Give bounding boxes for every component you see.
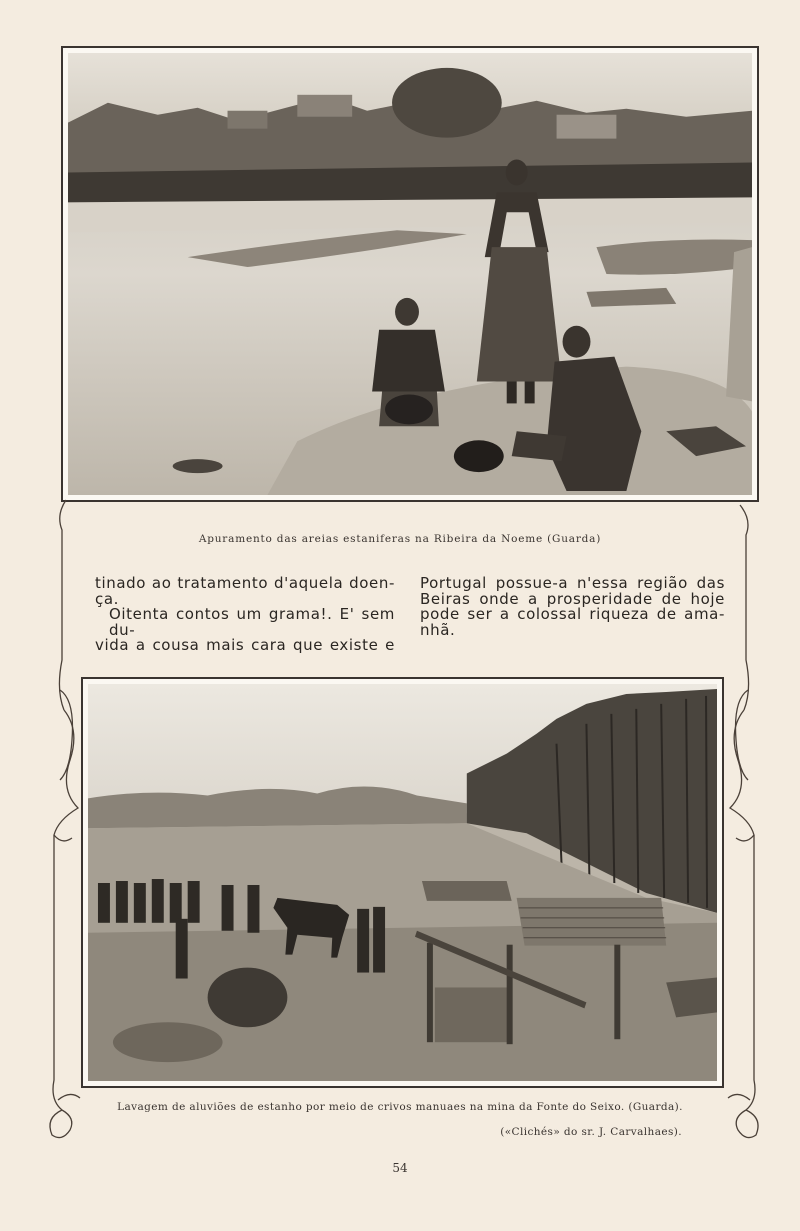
article-column-right (420, 576, 725, 638)
photo-caption-bottom: Lavagem de aluviões de estanho por meio de crivos manuaes na mina da Fonte do Seixo. (Guarda). (117, 1101, 683, 1113)
article-line: vida a cousa mais cara que existe e (95, 636, 395, 654)
article-line: Oitenta contos um grama!. E' sem du- (109, 605, 395, 639)
photo-caption-top: Apuramento das areias estaniferas na Ribeira da Noeme (Guarda) (198, 533, 602, 545)
article-line: Portugal possue-a n'essa região das (420, 574, 725, 592)
article-line: Beiras onde a prosperidade de hoje (420, 589, 725, 608)
article-column-left (95, 576, 395, 654)
photo-tin-sand-panning-image (68, 53, 752, 495)
photo-alluvial-washing-image (88, 684, 717, 1081)
article-line: nhã. (420, 620, 456, 639)
article-line: ça. (95, 589, 120, 608)
page-number: 54 (392, 1161, 408, 1175)
article-line: pode ser a colossal riqueza de ama- (420, 605, 725, 623)
photo-tin-sand-panning (61, 46, 759, 502)
photo-credit: («Clichés» do sr. J. Carvalhaes). (500, 1126, 682, 1138)
photo-alluvial-washing (81, 677, 724, 1088)
article-line: tinado ao tratamento d'aquela doen- (95, 574, 395, 592)
